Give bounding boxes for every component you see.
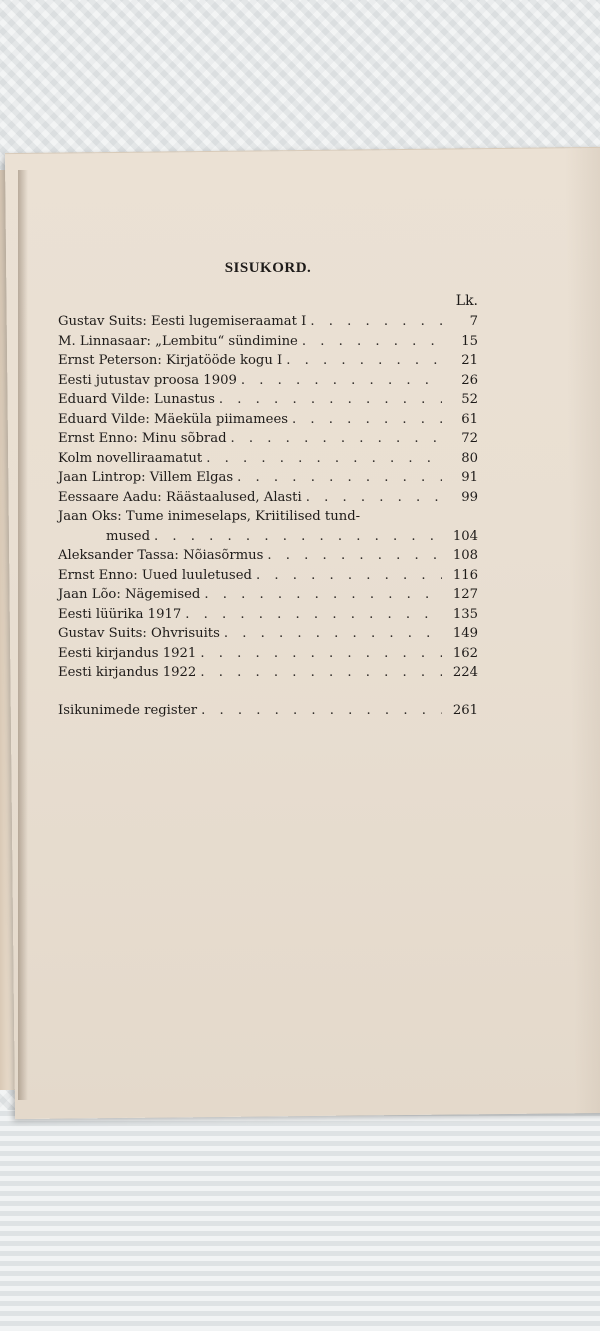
- dot-leader: [196, 663, 442, 683]
- toc-entry-title: M. Linnasaar: „Lembitu“ sündimine: [58, 333, 298, 349]
- dot-leader: [252, 566, 442, 586]
- page-column-label: Lk.: [455, 293, 478, 309]
- toc-entries: [58, 312, 478, 720]
- toc-entry-page: 162: [452, 645, 478, 661]
- toc-entry-title: Ernst Enno: Minu sõbrad: [58, 431, 227, 446]
- dot-leader: [200, 585, 442, 605]
- dot-leader: [197, 701, 442, 721]
- toc-entry: [58, 644, 478, 664]
- toc-entry: [58, 546, 478, 566]
- toc-entry-page: 99: [461, 489, 478, 505]
- toc-entry: [58, 663, 478, 683]
- toc-entry: [58, 351, 478, 371]
- dot-leader: [215, 390, 442, 410]
- toc-entry-title: mused: [106, 528, 151, 544]
- toc-entry-title: Eesti kirjandus 1922: [58, 665, 197, 680]
- toc-entry: [58, 624, 478, 644]
- toc-entry-page: 21: [461, 353, 478, 368]
- toc-entry-title: Jaan Lõo: Nägemised: [58, 587, 201, 602]
- toc-entry-title: Eduard Vilde: Mäeküla piimamees: [58, 411, 289, 427]
- dot-leader: [196, 644, 442, 664]
- toc-entry-page: 72: [461, 431, 478, 446]
- toc-entry-title: Eesti jutustav proosa 1909: [58, 372, 237, 388]
- toc-entry: [58, 429, 478, 449]
- toc-entry-title: Jaan Lintrop: Villem Elgas: [58, 470, 234, 485]
- tablecloth-foreground: [0, 1110, 600, 1331]
- toc-entry-page: 224: [452, 665, 478, 680]
- toc-entry-title: Kolm novelliraamatut: [58, 450, 203, 466]
- toc-entry-page: 104: [452, 528, 478, 544]
- toc-entry: [58, 585, 478, 605]
- toc-entry-title: Eesti lüürika 1917: [58, 606, 182, 622]
- dot-leader: [306, 312, 442, 332]
- toc-entry: [58, 371, 478, 391]
- toc-entry-title: Eesti kirjandus 1921: [58, 645, 197, 661]
- toc-entry-title: Gustav Suits: Ohvrisuits: [58, 626, 220, 641]
- toc-entry-page: 261: [452, 702, 478, 718]
- toc-entry-page: 15: [461, 333, 478, 349]
- toc-entry: [58, 488, 478, 508]
- toc-entry: [58, 566, 478, 586]
- toc-entry: [58, 332, 478, 352]
- dot-leader: [302, 488, 442, 508]
- toc-entry: [58, 468, 478, 488]
- toc-entry-page: 61: [461, 411, 478, 427]
- page-title: SISUKORD.: [224, 260, 312, 276]
- toc-entry: [58, 701, 478, 721]
- dot-leader: [233, 468, 442, 488]
- toc-entry-page: 108: [452, 548, 478, 563]
- dot-leader: [181, 605, 442, 625]
- dot-leader: [227, 429, 442, 449]
- dot-leader: [282, 351, 442, 371]
- dot-leader: [202, 449, 442, 469]
- toc-entry: [58, 449, 478, 469]
- toc-entry-page: 135: [452, 606, 478, 622]
- toc-entry-page: 127: [452, 587, 478, 602]
- toc-entry-title: Jaan Oks: Tume inimeselaps, Kriitilised tund-: [58, 509, 361, 524]
- toc-entry: [58, 410, 478, 430]
- toc-entry-title: Isikunimede register: [58, 702, 198, 718]
- toc-entry-page: 7: [469, 314, 478, 329]
- toc-entry-title: Ernst Enno: Uued luuletused: [58, 567, 252, 583]
- toc-entry-continuation: [58, 527, 478, 547]
- toc-entry-title: Eessaare Aadu: Räästaalused, Alasti: [58, 489, 302, 505]
- toc-entry-title: Gustav Suits: Eesti lugemiseraamat I: [58, 314, 307, 329]
- toc-entry-page: 80: [461, 450, 478, 466]
- toc-entry: [58, 390, 478, 410]
- toc-entry-page: 149: [452, 626, 478, 641]
- toc-entry-page: 91: [461, 470, 478, 485]
- toc-entry-title: Eduard Vilde: Lunastus: [58, 392, 215, 407]
- toc-entry-page: 26: [461, 372, 478, 388]
- toc-entry: [58, 312, 478, 332]
- toc-entry-page: 52: [461, 392, 478, 407]
- toc-entry: [58, 507, 478, 527]
- dot-leader: [263, 546, 442, 566]
- dot-leader: [220, 624, 442, 644]
- toc-entry-title: Ernst Peterson: Kirjatööde kogu I: [58, 353, 283, 368]
- dot-leader: [237, 371, 442, 391]
- dot-leader: [150, 527, 442, 547]
- dot-leader: [298, 332, 442, 352]
- toc-entry-page: 116: [452, 567, 478, 583]
- dot-leader: [288, 410, 442, 430]
- toc-entry-title: Aleksander Tassa: Nõiasõrmus: [58, 548, 264, 563]
- toc-entry: [58, 605, 478, 625]
